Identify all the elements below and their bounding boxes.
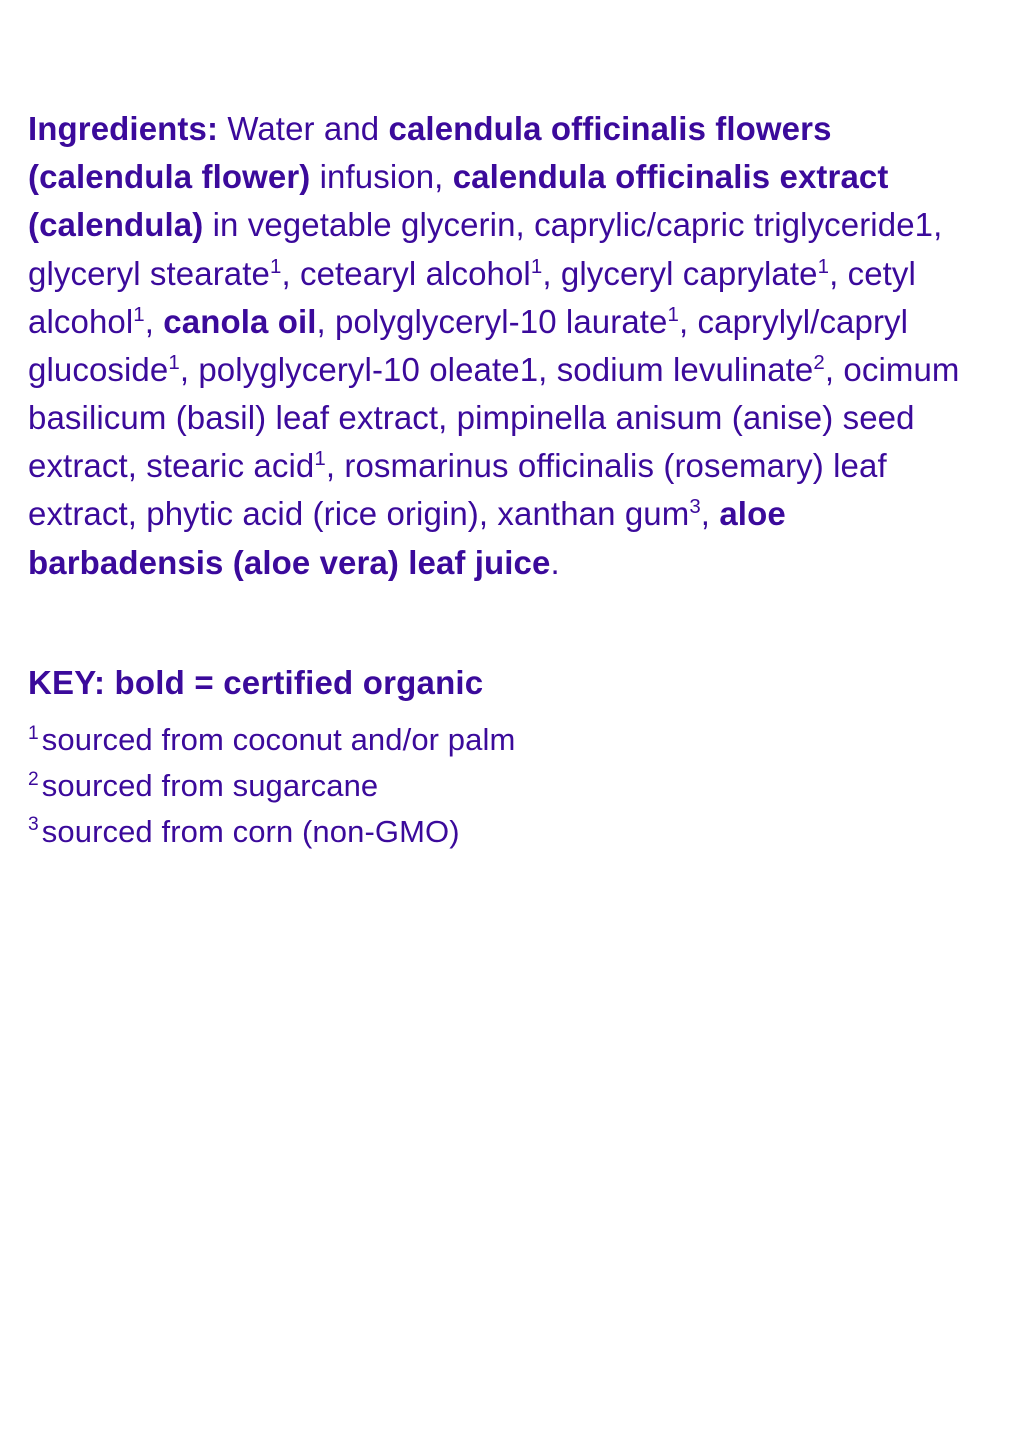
footnote-marker-1: 1 bbox=[314, 447, 326, 471]
ingredient-organic-canola-oil: canola oil bbox=[163, 302, 317, 340]
footnote-marker-2: 2 bbox=[813, 350, 825, 374]
footnote-text: sourced from coconut and/or palm bbox=[41, 722, 516, 758]
footnote-text: sourced from corn (non-GMO) bbox=[41, 813, 460, 849]
footnote-marker: 3 bbox=[28, 814, 39, 836]
footnote-marker-1: 1 bbox=[667, 302, 679, 326]
footnote-marker-1: 1 bbox=[817, 254, 830, 278]
footnote-item bbox=[28, 813, 964, 851]
footnote-marker-1: 1 bbox=[168, 350, 180, 374]
ingredient-organic-calendula-flowers: calendula officinalis flowers (calendula flower) bbox=[28, 110, 832, 196]
key-section bbox=[28, 665, 964, 851]
footnote-marker: 1 bbox=[28, 722, 39, 744]
footnote-marker-3: 3 bbox=[689, 495, 701, 519]
key-heading: KEY: bold = certified organic bbox=[28, 663, 484, 701]
footnote-marker-1: 1 bbox=[269, 254, 282, 278]
ingredients-label: Ingredients: bbox=[28, 110, 219, 147]
footnote-marker: 2 bbox=[28, 768, 39, 790]
ingredient-organic-aloe: aloe barbadensis (aloe vera) leaf juice bbox=[28, 495, 786, 581]
footnote-item bbox=[28, 767, 964, 805]
footnote-text: sourced from sugarcane bbox=[41, 767, 379, 803]
footnote-item bbox=[28, 721, 964, 759]
footnote-marker-1: 1 bbox=[133, 302, 145, 326]
ingredients-paragraph bbox=[28, 105, 964, 587]
footnote-marker-1: 1 bbox=[530, 254, 543, 278]
ingredients-body: Water and calendula officinalis flowers (calendula flower) infusion, calendula officinalis extract (calendula) in vegetable glycerin, caprylic/capric triglyceride1, glyceryl stearate$^1$, cetearyl alcohol$^1$, glyceryl caprylate$^1$, cetyl alcohol$^1$, canola oil, polyglyceryl-10 laurate$^1$, caprylyl/capryl glucoside$^1$, polyglyceryl-10 oleate1, sodium levulinate$^2$, ocimum basilicum (basil) leaf extract, pimpinella anisum (anise) seed extract, stearic acid$^1$, rosmarinus officinalis (rosemary) leaf extract, phytic acid (rice origin), xanthan gum$^3$, aloe barbadensis (aloe vera) leaf juice. bbox=[28, 110, 960, 581]
ingredient-organic-calendula-extract: calendula officinalis extract (calendula) bbox=[28, 158, 889, 244]
